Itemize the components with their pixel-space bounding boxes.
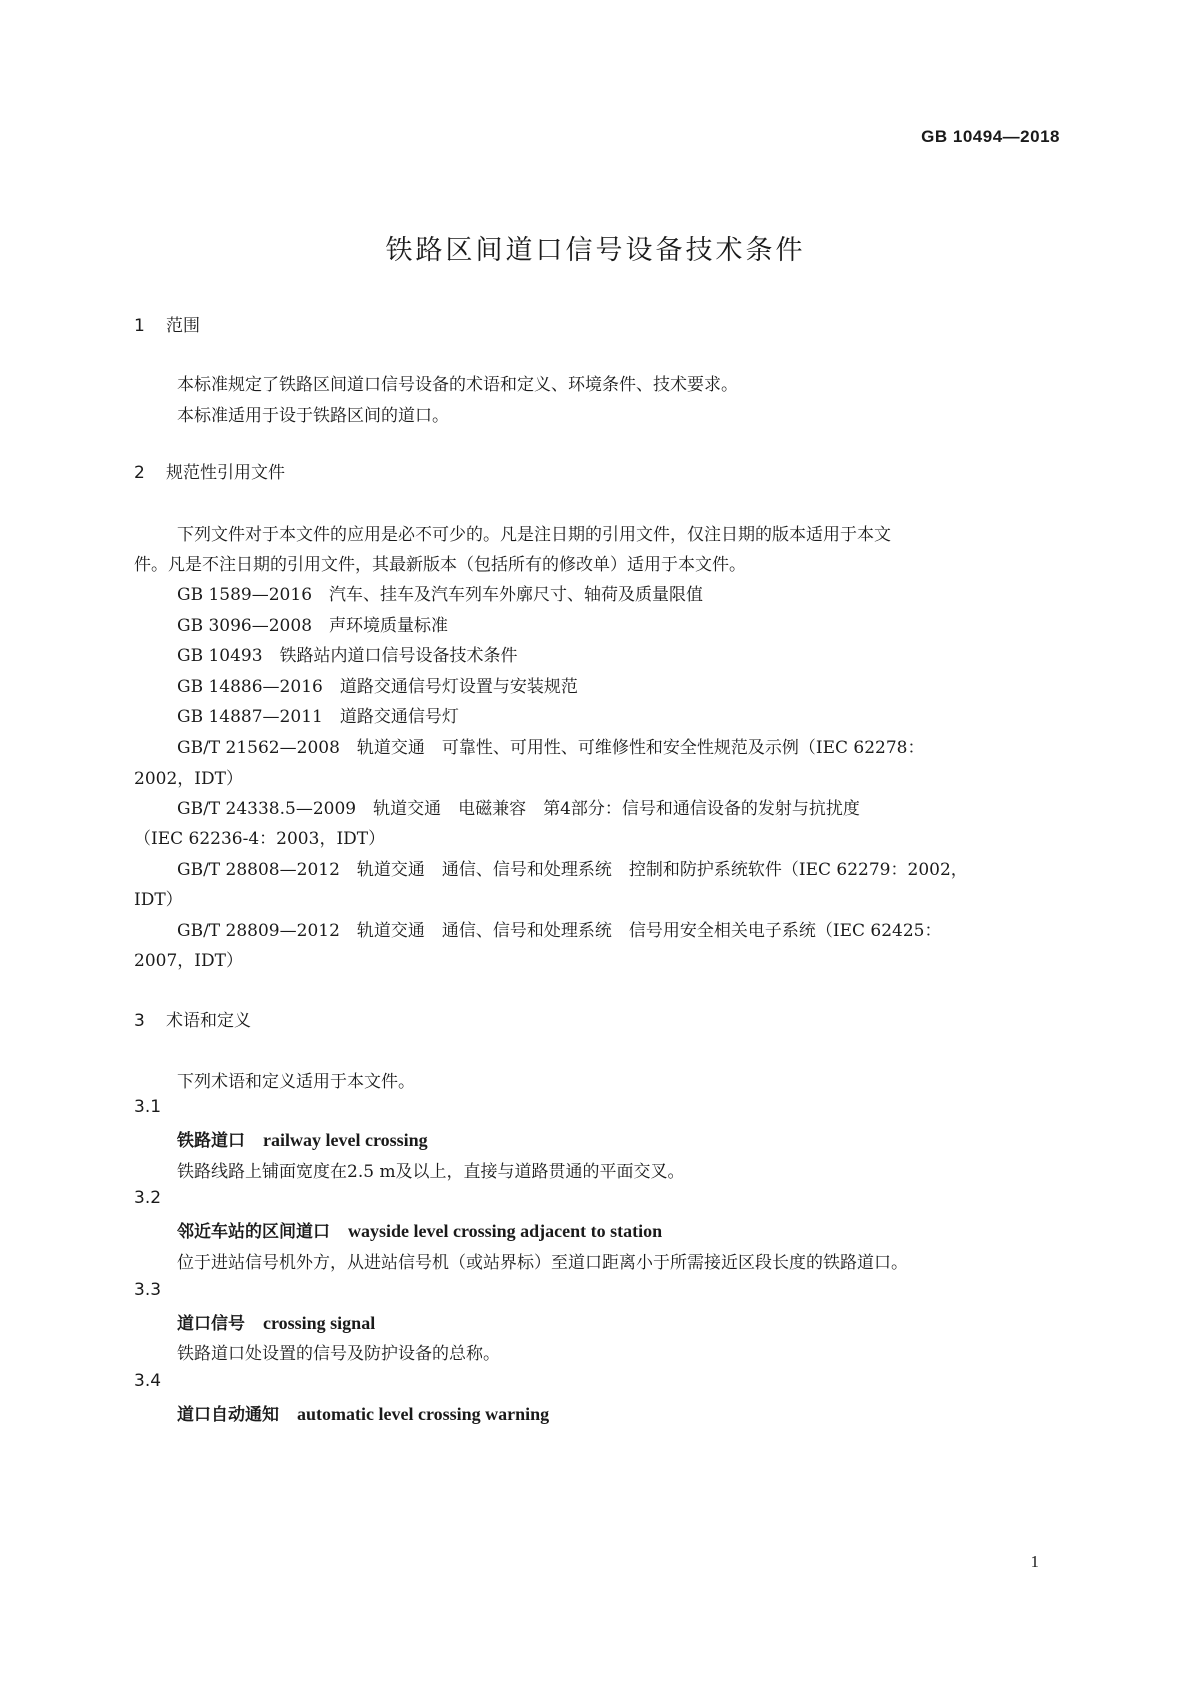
term-english: automatic level crossing warning: [297, 1404, 550, 1424]
term-english: railway level crossing: [263, 1130, 428, 1150]
term-number: 3.1: [134, 1097, 162, 1117]
term-english: wayside level crossing adjacent to station: [348, 1221, 663, 1241]
term-definition: 铁路线路上铺面宽度在2.5 m及以上，直接与道路贯通的平面交叉。: [177, 1162, 685, 1182]
reference-item: GB 1589—2016 汽车、挂车及汽车列车外廓尺寸、轴荷及质量限值: [177, 585, 704, 605]
term-number: 3.2: [134, 1188, 162, 1208]
section-3-heading: [134, 1006, 251, 1031]
reference-item: GB 14887—2011 道路交通信号灯: [177, 707, 459, 727]
section-2-heading: [134, 458, 285, 483]
paragraph: 下列文件对于本文件的应用是必不可少的。凡是注日期的引用文件，仅注日期的版本适用于本文: [177, 525, 891, 545]
term-chinese: 道口自动通知: [177, 1405, 279, 1425]
paragraph: 本标准规定了铁路区间道口信号设备的术语和定义、环境条件、技术要求。: [177, 375, 738, 395]
section-title: 规范性引用文件: [166, 463, 285, 483]
section-title: 术语和定义: [166, 1011, 251, 1031]
section-number: 2: [134, 463, 145, 483]
term-chinese: 邻近车站的区间道口: [177, 1222, 330, 1242]
term-chinese: 道口信号: [177, 1314, 245, 1334]
reference-item: GB/T 21562—2008 轨道交通 可靠性、可用性、可维修性和安全性规范及示例（IEC 62278：: [177, 738, 925, 758]
section-title: 范围: [166, 316, 200, 336]
reference-item: GB 10493 铁路站内道口信号设备技术条件: [177, 646, 518, 666]
section-number: 1: [134, 316, 145, 336]
term-chinese: 铁路道口: [177, 1131, 245, 1151]
reference-item: GB 3096—2008 声环境质量标准: [177, 616, 449, 636]
section-1-heading: [134, 311, 200, 336]
reference-item-continuation: 2007，IDT）: [134, 951, 243, 971]
term-heading: [177, 1400, 549, 1425]
term-number: 3.4: [134, 1371, 162, 1391]
paragraph: 下列术语和定义适用于本文件。: [177, 1072, 415, 1092]
term-english: crossing signal: [263, 1313, 376, 1333]
section-number: 3: [134, 1011, 145, 1031]
term-heading: [177, 1217, 662, 1242]
term-definition: 位于进站信号机外方，从进站信号机（或站界标）至道口距离小于所需接近区段长度的铁路道口。: [177, 1253, 908, 1273]
term-number: 3.3: [134, 1280, 162, 1300]
paragraph: 本标准适用于设于铁路区间的道口。: [177, 406, 449, 426]
reference-item: GB/T 28809—2012 轨道交通 通信、信号和处理系统 信号用安全相关电子系统（IEC 62425：: [177, 921, 942, 941]
document-title: 铁路区间道口信号设备技术条件: [385, 235, 806, 266]
reference-item-continuation: 2002，IDT）: [134, 769, 243, 789]
paragraph: 件。凡是不注日期的引用文件，其最新版本（包括所有的修改单）适用于本文件。: [134, 555, 746, 575]
reference-item-continuation: （IEC 62236-4：2003，IDT）: [134, 829, 386, 849]
term-definition: 铁路道口处设置的信号及防护设备的总称。: [177, 1344, 500, 1364]
reference-item: GB/T 28808—2012 轨道交通 通信、信号和处理系统 控制和防护系统软件（IEC 62279：2002，: [177, 860, 968, 880]
term-heading: [177, 1309, 375, 1334]
reference-item: GB/T 24338.5—2009 轨道交通 电磁兼容 第4部分：信号和通信设备的发射与抗扰度: [177, 799, 860, 819]
page-number: 1: [1030, 1552, 1039, 1571]
standard-code: GB 10494—2018: [921, 127, 1060, 146]
reference-item: GB 14886—2016 道路交通信号灯设置与安装规范: [177, 677, 578, 697]
reference-item-continuation: IDT）: [134, 890, 183, 910]
term-heading: [177, 1126, 428, 1151]
